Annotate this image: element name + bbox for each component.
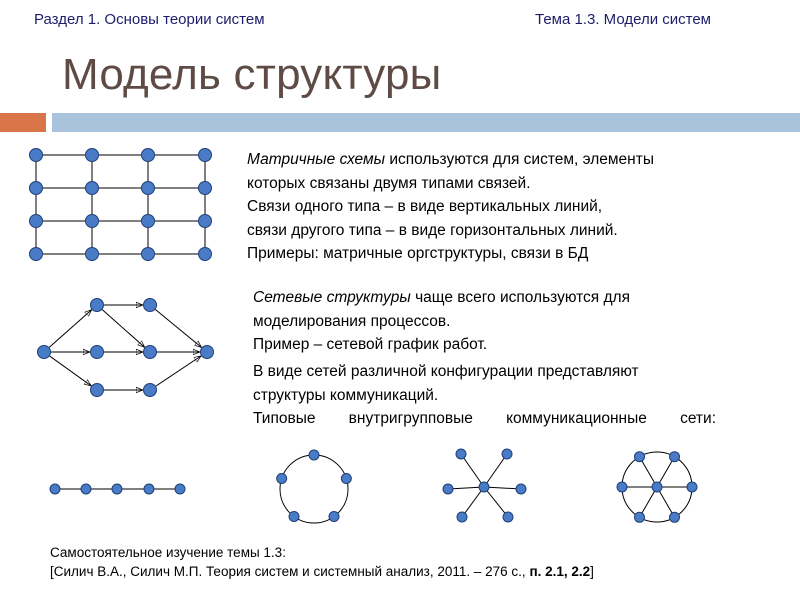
matrix-line-1-rest: используются для систем, элементы	[385, 151, 654, 168]
accent-bar-orange	[0, 113, 46, 132]
matrix-node	[199, 182, 212, 195]
communication-description	[253, 360, 716, 431]
network-arrow	[49, 310, 92, 348]
matrix-node	[30, 215, 43, 228]
matrix-node	[30, 248, 43, 261]
chain-node	[50, 484, 60, 494]
comm-word-2: внутригрупповые	[348, 410, 473, 427]
comm-line-3	[253, 407, 716, 431]
network-arrow	[155, 309, 201, 347]
matrix-term: Матричные схемы	[247, 151, 386, 168]
star-link	[484, 487, 508, 517]
footnote-reference: [Силич В.А., Силич М.П. Теория систем и системный анализ, 2011. – 276 с.,	[50, 564, 530, 579]
comm-word-1: Типовые	[253, 410, 316, 427]
star-node	[502, 449, 512, 459]
matrix-node	[142, 149, 155, 162]
star-link	[484, 487, 521, 489]
chain-node	[175, 484, 185, 494]
matrix-node	[199, 215, 212, 228]
matrix-node	[30, 149, 43, 162]
star-center-node	[479, 482, 489, 492]
matrix-line-3: Связи одного типа – в виде вертикальных линий,	[247, 198, 603, 215]
network-node	[201, 346, 214, 359]
network-description	[253, 286, 630, 357]
matrix-line-5: Примеры: матричные оргструктуры, связи в БД	[247, 245, 589, 262]
matrix-node	[199, 248, 212, 261]
network-node	[144, 384, 157, 397]
network-node	[91, 346, 104, 359]
star-node	[503, 512, 513, 522]
matrix-node	[86, 248, 99, 261]
network-node	[144, 346, 157, 359]
comm-line-1: В виде сетей различной конфигурации представляют	[253, 363, 639, 380]
slide-title: Модель структуры	[62, 50, 442, 99]
comm-line-2: структуры коммуникаций.	[253, 386, 439, 404]
wheel-network-ring	[622, 452, 692, 522]
circle-network-node	[329, 512, 339, 522]
wheel-spoke	[657, 487, 675, 517]
comm-word-4: сети:	[680, 410, 716, 427]
wheel-node	[687, 482, 697, 492]
star-link	[462, 487, 484, 517]
star-node	[457, 512, 467, 522]
wheel-node	[670, 452, 680, 462]
chain-node	[112, 484, 122, 494]
star-node	[516, 484, 526, 494]
network-arrow	[50, 356, 92, 386]
wheel-center-node	[652, 482, 662, 492]
matrix-node	[30, 182, 43, 195]
chain-node	[144, 484, 154, 494]
matrix-node	[199, 149, 212, 162]
wheel-node	[635, 452, 645, 462]
network-node	[91, 299, 104, 312]
matrix-node	[86, 149, 99, 162]
network-line-1-rest: чаще всего используются для	[410, 289, 630, 306]
wheel-spoke	[640, 487, 658, 517]
accent-bar-blue	[52, 113, 800, 132]
star-link	[448, 487, 484, 489]
circle-network-node	[309, 450, 319, 460]
wheel-spoke	[657, 457, 675, 487]
matrix-description	[247, 148, 654, 266]
network-line-2: моделирования процессов.	[253, 312, 451, 330]
matrix-line-2: которых связаны двумя типами связей.	[247, 174, 531, 192]
footnote-sections: п. 2.1, 2.2	[529, 564, 591, 579]
matrix-node	[142, 182, 155, 195]
footnote-line-2	[50, 562, 594, 581]
topic-header: Тема 1.3. Модели систем	[535, 11, 711, 28]
wheel-node	[617, 482, 627, 492]
network-line-1	[253, 286, 630, 310]
network-node	[38, 346, 51, 359]
matrix-line-4: связи другого типа – в виде горизонтальных линий.	[247, 221, 618, 239]
network-term: Сетевые структуры	[253, 289, 411, 306]
matrix-node	[142, 248, 155, 261]
circle-network-node	[289, 512, 299, 522]
footnote	[50, 543, 594, 581]
matrix-line-1	[247, 148, 654, 172]
wheel-node	[670, 512, 680, 522]
wheel-node	[635, 512, 645, 522]
circle-network-node	[341, 473, 351, 483]
footnote-bracket: ]	[590, 564, 594, 579]
network-arrow	[102, 310, 145, 348]
star-link	[484, 454, 507, 487]
circle-network-ring	[280, 455, 348, 523]
chain-node	[81, 484, 91, 494]
network-arrow	[156, 356, 201, 386]
circle-network-node	[277, 473, 287, 483]
star-node	[456, 449, 466, 459]
network-node	[91, 384, 104, 397]
star-link	[461, 454, 484, 487]
wheel-spoke	[640, 457, 658, 487]
matrix-node	[86, 182, 99, 195]
footnote-line-1: Самостоятельное изучение темы 1.3:	[50, 545, 286, 560]
section-header: Раздел 1. Основы теории систем	[34, 11, 265, 28]
comm-word-3: коммуникационные	[506, 410, 647, 427]
network-line-3: Пример – сетевой график работ.	[253, 336, 488, 353]
matrix-node	[142, 215, 155, 228]
star-node	[443, 484, 453, 494]
network-node	[144, 299, 157, 312]
matrix-node	[86, 215, 99, 228]
